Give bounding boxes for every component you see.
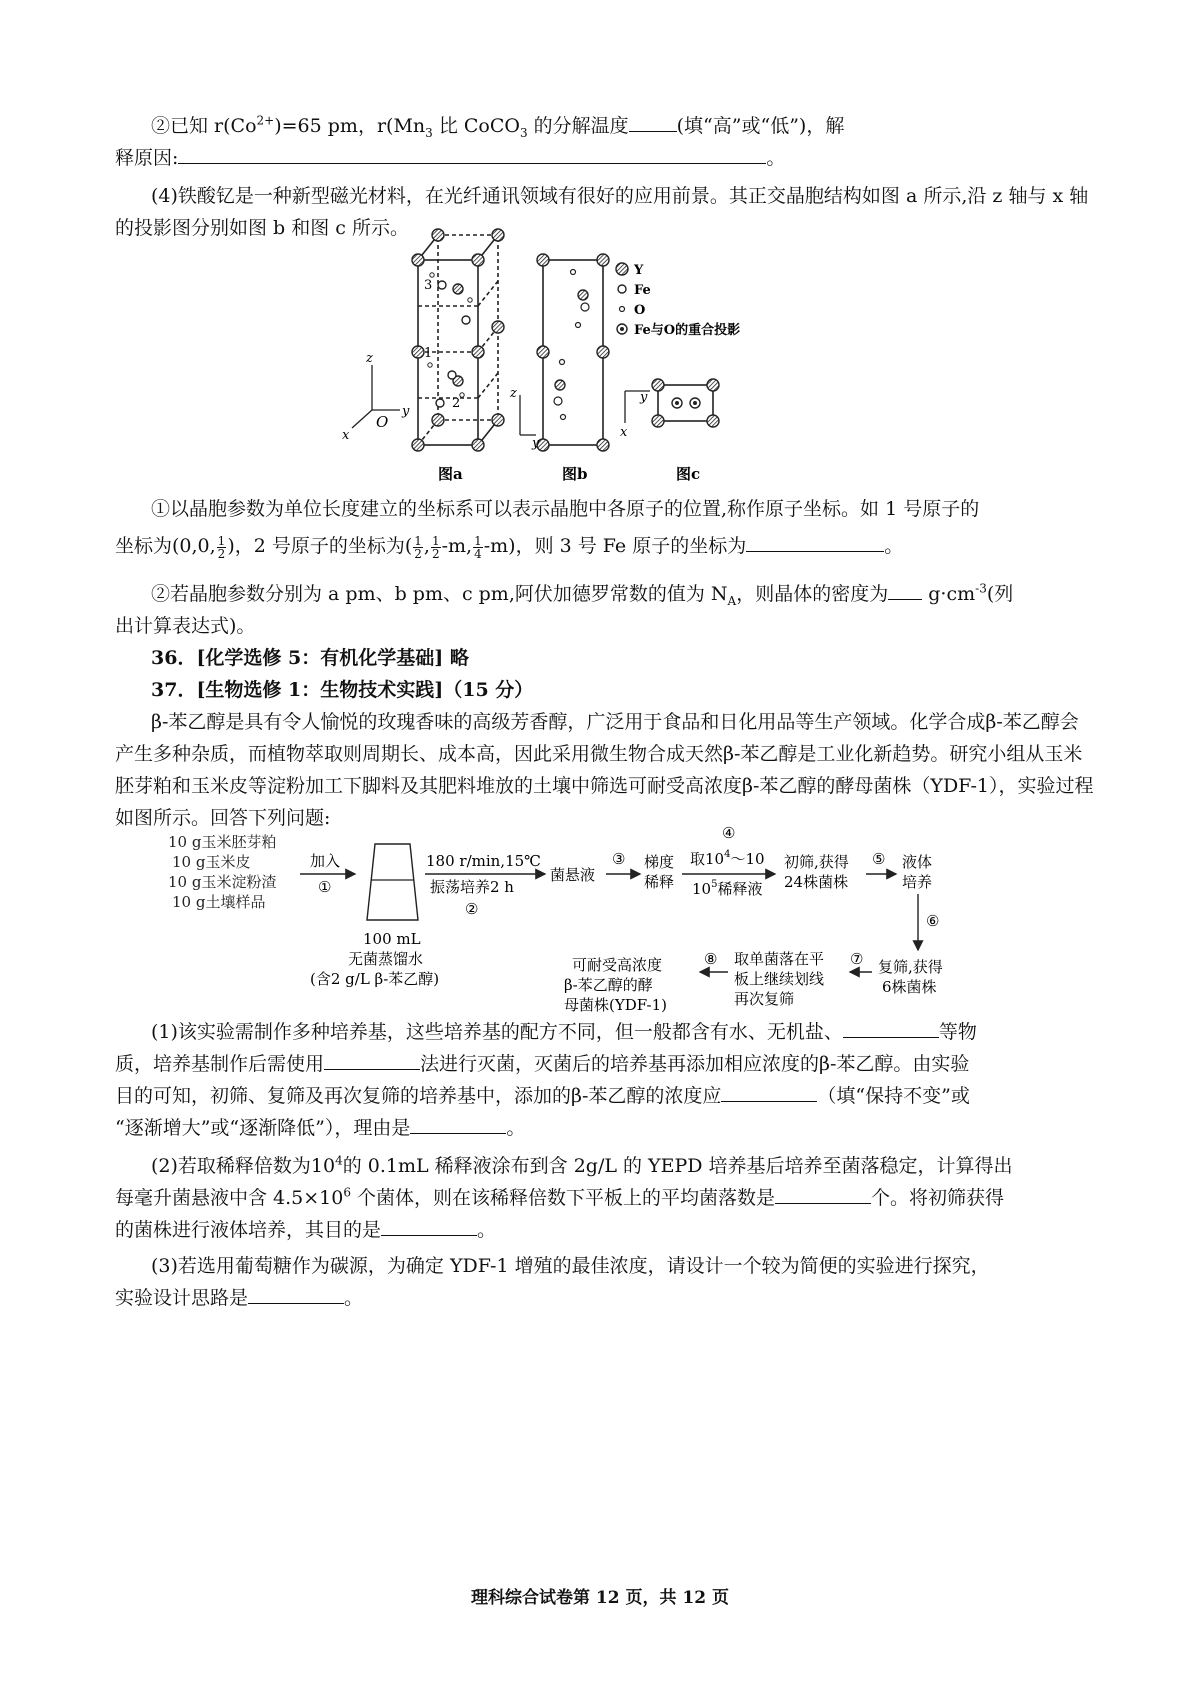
axis-z-b: z (510, 386, 517, 401)
take-label: 取$10^4\sim 10$ (690, 849, 765, 868)
legend-y: Y (634, 263, 644, 278)
step-2: ② (465, 900, 479, 918)
q1-line2: 质，培养基制作后需使用 法进行灭菌，灭菌后的培养基再添加相应浓度的β-苯乙醇。由实验 (115, 1053, 970, 1075)
unit-cell-a (418, 235, 498, 445)
svg-text:10 g玉米皮: 10 g玉米皮 (172, 853, 251, 871)
q4-text: (4)铁酸钇是一种新型磁光材料，在光纤通讯领域有很好的应用前景。其正交晶胞结构如图 a 所示,沿 z 轴与 x 轴的投影图分别如图 b 和图 c 所示。 (115, 185, 1089, 239)
shake-label-2: 振荡培养2 h (430, 878, 514, 896)
experiment-flow-diagram (160, 822, 980, 1014)
q3-line2: 实验设计思路是 。 (115, 1287, 364, 1309)
legend-o: O (634, 303, 646, 318)
dilute-label-1: 梯度 (644, 853, 675, 871)
liquid-label-2: 培养 (902, 873, 933, 891)
svg-text:10 g土壤样品: 10 g土壤样品 (172, 893, 266, 911)
q2b-line1: (2)若取稀释倍数为$10^4$的 0.1mL 稀释液涂布到含 2g/L 的 YEPD 培养基后培养至菌落稳定，计算得出 (151, 1153, 1013, 1177)
answer-blank (629, 113, 677, 132)
answer-blank (248, 1285, 344, 1304)
fig-b-y-atoms (537, 254, 609, 451)
axis-x-c: x (620, 425, 628, 440)
step-3: ③ (612, 850, 626, 868)
svg-text:10 g玉米胚芽粕: 10 g玉米胚芽粕 (168, 833, 277, 851)
svg-text:(含2 g/L β-苯乙醇): (含2 g/L β-苯乙醇) (310, 970, 440, 988)
axis-y: y (402, 404, 410, 419)
shake-label-1: 180 r/min,15℃ (426, 852, 541, 870)
y-atoms (412, 229, 504, 451)
add-label: 加入 (310, 852, 341, 870)
step-4: ④ (722, 824, 736, 842)
take-label-2: $10^5$稀释液 (692, 879, 763, 898)
step-5: ⑤ (872, 850, 886, 868)
vessel-label (310, 930, 439, 988)
q36-heading: 36．[化学选修 5：有机化学基础] 略 (151, 647, 469, 669)
q2-line: ②已知 $r(Co^{2+})=65$ pm，$r(Mn_3$ 比 CoCO$_3$ 的分解温度 (填“高”或“低”)，解 (151, 113, 845, 140)
first-screen-2: 24株菌株 (784, 873, 849, 891)
answer-blank (775, 1185, 871, 1204)
atom-label-2: 2 (452, 396, 461, 411)
q2-reason-line: 释原因: 。 (115, 147, 786, 169)
axis-z: z (366, 351, 373, 366)
step-7: ⑦ (850, 950, 864, 968)
axes-b (520, 395, 536, 435)
axis-y-b: y (532, 436, 540, 451)
q2b-line3: 的菌株进行液体培养，其目的是 。 (115, 1219, 497, 1241)
q1-line4: “逐渐增大”或“逐渐降低”），理由是 。 (115, 1117, 526, 1139)
caption-c: 图c (676, 465, 701, 483)
caption-a: 图a (438, 465, 463, 483)
q1-line3: 目的可知，初筛、复筛及再次复筛的培养基中，添加的β-苯乙醇的浓度应 （填“保持不变”或 (115, 1085, 970, 1107)
step-1: ① (318, 878, 332, 896)
fe-atoms (436, 281, 470, 407)
flask-icon (367, 844, 418, 920)
q4-2-line2: 出计算表达式)。 (115, 615, 256, 637)
final-strain-2: β-苯乙醇的酵 (564, 976, 653, 994)
legend-fe: Fe (634, 283, 651, 298)
suspension-label: 菌悬液 (550, 866, 596, 884)
dilute-label-2: 稀释 (644, 873, 675, 891)
answer-blank (888, 581, 922, 600)
answer-blank (843, 1019, 939, 1038)
q37-heading: 37．[生物选修 1：生物技术实践]（15 分） (151, 679, 534, 701)
second-screen-1: 复筛,获得 (878, 958, 943, 976)
single-colony-3: 再次复筛 (734, 990, 795, 1008)
atom-label-1: 1 (424, 346, 433, 361)
projection-c (658, 385, 713, 421)
q4-1-line2: 坐标为(0,0, $\frac{1}{2}$ )，2 号原子的坐标为( $\frac{1}{2}$ , $\frac{1}{2}$ -m, $\frac{1}{4}$ -m)，则 3 号 Fe 原子的坐标为 。 (115, 533, 904, 561)
answer-blank (324, 1051, 420, 1070)
answer-blank (746, 533, 884, 552)
crystal-figure (340, 225, 850, 485)
step-6: ⑥ (926, 912, 940, 930)
q4-1-line1: ①以晶胞参数为单位长度建立的坐标系可以表示晶胞中各原子的位置,称作原子坐标。如 1 号原子的 (151, 498, 980, 520)
axis-origin: O (376, 413, 389, 431)
axis-y-c: y (640, 390, 648, 405)
q4-2-line1: ②若晶胞参数分别为 a pm、b pm、c pm,阿伏加德罗常数的值为 $N_A$，则晶体的密度为 $g\cdot cm^{-3}$(列 (151, 581, 1014, 608)
svg-text:100 mL: 100 mL (363, 930, 421, 948)
answer-blank (410, 1115, 506, 1134)
first-screen-1: 初筛,获得 (784, 853, 849, 871)
answer-blank (721, 1083, 817, 1102)
answer-blank (381, 1217, 477, 1236)
legend (616, 263, 740, 338)
q3-line1: (3)若选用葡萄糖作为碳源，为确定 YDF-1 增殖的最佳浓度，请设计一个较为简便的实验进行探究， (151, 1255, 990, 1277)
final-strain-1: 可耐受高浓度 (572, 956, 663, 974)
answer-blank (178, 145, 766, 164)
single-colony-2: 板上继续划线 (734, 970, 825, 988)
liquid-label-1: 液体 (902, 853, 933, 871)
q2b-line2: 每毫升菌悬液中含 $4.5\times 10^6$ 个菌体，则在该稀释倍数下平板上的平均菌落数是 个。将初筛获得 (115, 1185, 1005, 1209)
svg-text:无菌蒸馏水: 无菌蒸馏水 (348, 950, 424, 968)
q37-intro: β-苯乙醇是具有令人愉悦的玫瑰香味的高级芳香醇，广泛用于食品和日化用品等生产领域。化学合成β-苯乙醇会产生多种杂质，而植物萃取则周期长、成本高，因此采用微生物合成天然β-苯乙醇是工业化新趋势。研究小组从玉米胚芽粕和玉米皮等淀粉加工下脚料及其肥料堆放的土壤中筛选可耐受高浓度β-苯乙醇的酵母菌株（YDF-1），实验过程如图所示。回答下列问题: (115, 711, 1094, 829)
q1-line1: (1)该实验需制作多种培养基，这些培养基的配方不同，但一般都含有水、无机盐、 等物 (151, 1021, 977, 1043)
page-footer: 理科综合试卷第 12 页，共 12 页 (471, 1588, 729, 1608)
step-8: ⑧ (704, 950, 718, 968)
svg-text:10 g玉米淀粉渣: 10 g玉米淀粉渣 (168, 873, 277, 891)
final-strain-3: 母菌株(YDF-1) (564, 996, 667, 1014)
second-screen-2: 6株菌株 (882, 978, 937, 996)
atom-label-3: 3 (424, 278, 433, 293)
single-colony-1: 取单菌落在平 (734, 950, 825, 968)
caption-b: 图b (562, 465, 588, 483)
legend-overlap: Fe与O的重合投影 (634, 323, 741, 338)
flow-inputs (168, 833, 276, 911)
axis-x: x (342, 428, 350, 443)
projection-b (543, 260, 603, 445)
